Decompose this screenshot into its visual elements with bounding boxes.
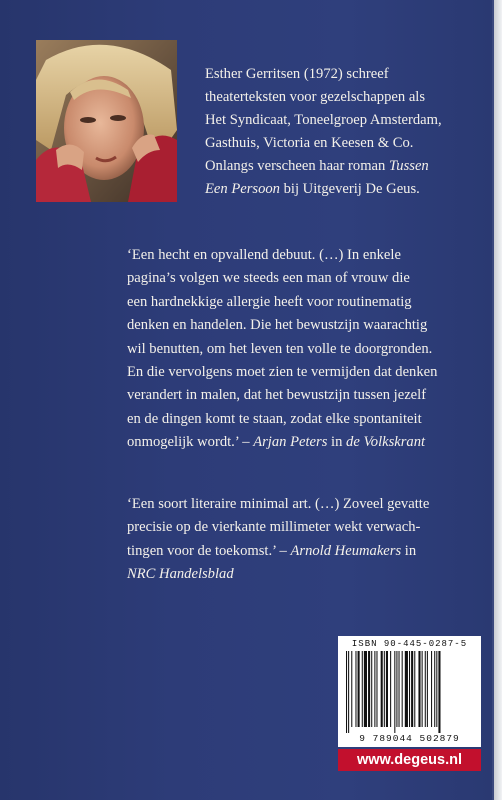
bio-publisher: bij Uitgeverij De Geus. (279, 181, 420, 197)
quote-line: ‘Een soort literaire minimal art. (…) Zoveel gevatte (127, 496, 430, 512)
barcode-bar (358, 651, 360, 727)
quote-text: tingen voor de toekomst.’ – (127, 542, 291, 559)
author-bio (205, 63, 490, 201)
quote-attribution-line (127, 540, 482, 563)
barcode-bar (405, 651, 408, 727)
quote-line: pagina’s volgen we steeds een man of vrouw die (127, 270, 410, 287)
isbn-barcode (338, 636, 481, 747)
quote-attribution-line (127, 431, 482, 454)
barcode-bar (362, 651, 363, 727)
barcode-bar (438, 651, 440, 733)
review-quote-nrc (127, 493, 482, 587)
quote-line: verandert in malen, dat het bewustzijn tussen jezelf (127, 387, 427, 404)
barcode-bar (414, 651, 415, 727)
review-quote-volkskrant (127, 244, 482, 455)
novel-title-part1: Tussen (388, 158, 429, 174)
barcode-bar (436, 651, 437, 727)
bio-line (205, 155, 490, 178)
barcode-bar (434, 651, 435, 727)
quote-in: in (401, 542, 417, 559)
barcode-bar (364, 651, 367, 727)
barcode-bar (396, 651, 397, 727)
bio-line: Esther Gerritsen (1972) schreef (205, 66, 389, 82)
publisher-website[interactable]: www.degeus.nl (338, 749, 481, 771)
quote-text: onmogelijk wordt.’ – (127, 434, 254, 451)
page-edge (494, 0, 502, 800)
quote-source: NRC Handelsblad (127, 566, 234, 583)
quote-line: denken en handelen. Die het bewustzijn waarachtig (127, 317, 428, 334)
barcode-bar (348, 651, 349, 733)
barcode-bar (390, 651, 391, 727)
quote-line: ‘Een hecht en opvallend debuut. (…) In enkele (127, 247, 401, 263)
barcode-bar (376, 651, 377, 727)
novel-title-part2: Een Persoon (205, 181, 280, 197)
barcode-bar (431, 651, 432, 727)
quote-line: wil benutten, om het leven ten volle te doorgronden. (127, 340, 433, 357)
barcode-bar (381, 651, 383, 727)
bio-line: Gasthuis, Victoria en Keesen & Co. (205, 135, 414, 151)
barcode-bar (355, 651, 356, 727)
isbn-number: ISBN 90-445-0287-5 (351, 639, 468, 649)
barcode-bar (422, 651, 423, 727)
quote-in: in (327, 434, 347, 451)
author-photo (36, 40, 177, 202)
barcode-bar (368, 651, 370, 727)
quote-source-line (127, 563, 482, 586)
barcode-bar (374, 651, 375, 727)
quote-line: precisie op de vierkante millimeter wekt verwach- (127, 519, 421, 536)
barcode-bar (384, 651, 385, 727)
quote-line: En die vervolgens moet zien te vermijden dat denken (127, 364, 438, 381)
barcode-bar (418, 651, 420, 727)
quote-author: Arnold Heumakers (290, 542, 402, 559)
barcode-bar (371, 651, 372, 727)
barcode-bar (399, 651, 400, 727)
barcode-bars (346, 651, 473, 733)
barcode-bar (346, 651, 347, 733)
quote-author: Arjan Peters (253, 434, 328, 451)
bio-line: Het Syndicaat, Toneelgroep Amsterdam, (205, 112, 442, 128)
barcode-bar (427, 651, 428, 727)
barcode-bar (409, 651, 410, 727)
barcode-bar (394, 651, 395, 733)
barcode-bar (425, 651, 426, 727)
bio-text: Onlangs verscheen haar roman (205, 158, 386, 174)
barcode-bar (402, 651, 403, 727)
barcode-bar (351, 651, 352, 727)
bio-line (205, 178, 490, 201)
barcode-bar (411, 651, 413, 727)
quote-line: en de dingen komt te staan, zodat elke spontaniteit (127, 410, 422, 427)
quote-line: een hardnekkige allergie heeft voor routinematig (127, 293, 412, 310)
quote-source: de Volkskrant (346, 434, 426, 451)
barcode-bar (386, 651, 388, 727)
ean-number: 9 789044 502879 (359, 733, 460, 744)
bio-line: theaterteksten voor gezelschappen als (205, 89, 426, 105)
